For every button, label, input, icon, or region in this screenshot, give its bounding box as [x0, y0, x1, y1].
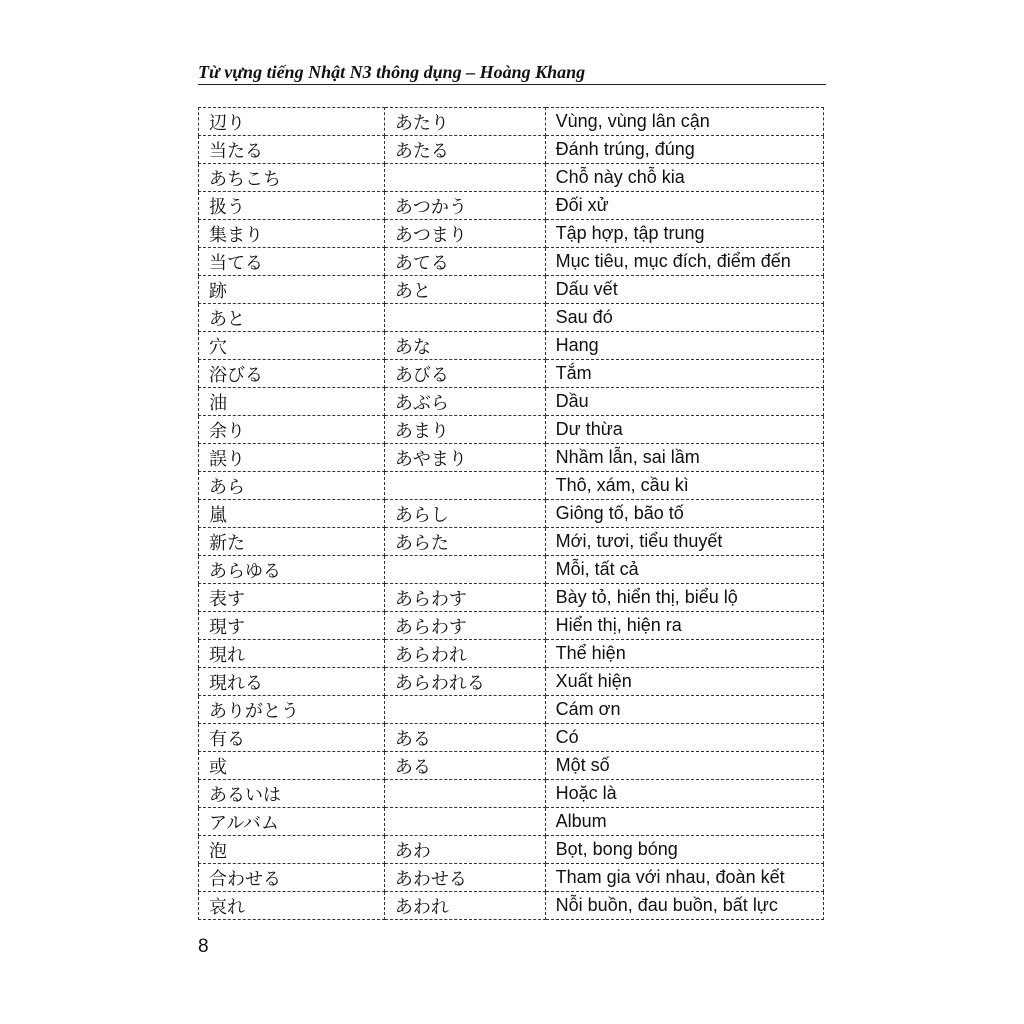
- vocab-meaning-cell: Nỗi buồn, đau buồn, bất lực: [545, 892, 823, 920]
- vocab-word-cell: 余り: [199, 416, 385, 444]
- vocab-reading-cell: [384, 780, 545, 808]
- vocabulary-table: [198, 107, 824, 920]
- vocab-reading-cell: あな: [384, 332, 545, 360]
- vocab-reading-cell: あらわす: [384, 584, 545, 612]
- vocab-word-cell: あちこち: [199, 164, 385, 192]
- vocab-word-cell: 扱う: [199, 192, 385, 220]
- vocab-reading-cell: あやまり: [384, 444, 545, 472]
- table-row: [199, 108, 824, 136]
- vocab-reading-cell: あつまり: [384, 220, 545, 248]
- vocab-meaning-cell: Dấu vết: [545, 276, 823, 304]
- vocab-meaning-cell: Bọt, bong bóng: [545, 836, 823, 864]
- page-header: [198, 60, 826, 85]
- vocab-meaning-cell: Hang: [545, 332, 823, 360]
- vocab-word-cell: 表す: [199, 584, 385, 612]
- vocab-word-cell: あら: [199, 472, 385, 500]
- vocab-meaning-cell: Xuất hiện: [545, 668, 823, 696]
- table-row: [199, 724, 824, 752]
- table-row: [199, 892, 824, 920]
- vocab-reading-cell: あらわれる: [384, 668, 545, 696]
- vocab-meaning-cell: Mục tiêu, mục đích, điểm đến: [545, 248, 823, 276]
- vocab-meaning-cell: Chỗ này chỗ kia: [545, 164, 823, 192]
- vocab-word-cell: 集まり: [199, 220, 385, 248]
- table-row: [199, 276, 824, 304]
- vocab-word-cell: 当てる: [199, 248, 385, 276]
- table-row: [199, 472, 824, 500]
- table-row: [199, 248, 824, 276]
- vocab-word-cell: 誤り: [199, 444, 385, 472]
- vocab-word-cell: 油: [199, 388, 385, 416]
- vocab-word-cell: あらゆる: [199, 556, 385, 584]
- page-number: 8: [198, 936, 209, 957]
- vocab-reading-cell: あつかう: [384, 192, 545, 220]
- table-row: [199, 136, 824, 164]
- vocabulary-table-body: [199, 108, 824, 920]
- table-row: [199, 752, 824, 780]
- table-row: [199, 640, 824, 668]
- vocab-meaning-cell: Tập hợp, tập trung: [545, 220, 823, 248]
- vocab-word-cell: 現れ: [199, 640, 385, 668]
- vocab-reading-cell: [384, 472, 545, 500]
- table-row: [199, 388, 824, 416]
- vocab-meaning-cell: Hiển thị, hiện ra: [545, 612, 823, 640]
- table-row: [199, 556, 824, 584]
- vocab-reading-cell: あたる: [384, 136, 545, 164]
- vocab-reading-cell: あわ: [384, 836, 545, 864]
- vocab-reading-cell: あと: [384, 276, 545, 304]
- table-row: [199, 780, 824, 808]
- vocab-reading-cell: [384, 696, 545, 724]
- vocab-meaning-cell: Giông tố, bão tố: [545, 500, 823, 528]
- vocab-reading-cell: ある: [384, 752, 545, 780]
- table-row: [199, 836, 824, 864]
- vocab-meaning-cell: Tham gia với nhau, đoàn kết: [545, 864, 823, 892]
- vocab-meaning-cell: Bày tỏ, hiển thị, biểu lộ: [545, 584, 823, 612]
- vocab-word-cell: 現す: [199, 612, 385, 640]
- vocab-meaning-cell: Mỗi, tất cả: [545, 556, 823, 584]
- table-row: [199, 528, 824, 556]
- vocab-reading-cell: [384, 164, 545, 192]
- vocab-reading-cell: あたり: [384, 108, 545, 136]
- vocab-meaning-cell: Thể hiện: [545, 640, 823, 668]
- vocab-reading-cell: あわせる: [384, 864, 545, 892]
- vocab-meaning-cell: Dư thừa: [545, 416, 823, 444]
- vocab-meaning-cell: Tắm: [545, 360, 823, 388]
- vocab-meaning-cell: Dầu: [545, 388, 823, 416]
- table-row: [199, 668, 824, 696]
- table-row: [199, 416, 824, 444]
- vocab-reading-cell: あらし: [384, 500, 545, 528]
- vocab-word-cell: 嵐: [199, 500, 385, 528]
- table-row: [199, 192, 824, 220]
- vocab-word-cell: 辺り: [199, 108, 385, 136]
- vocab-meaning-cell: Đánh trúng, đúng: [545, 136, 823, 164]
- vocab-word-cell: 跡: [199, 276, 385, 304]
- table-row: [199, 444, 824, 472]
- table-row: [199, 304, 824, 332]
- vocab-word-cell: 新た: [199, 528, 385, 556]
- vocab-meaning-cell: Đối xử: [545, 192, 823, 220]
- vocab-word-cell: 哀れ: [199, 892, 385, 920]
- vocab-word-cell: 浴びる: [199, 360, 385, 388]
- table-row: [199, 584, 824, 612]
- vocab-reading-cell: ある: [384, 724, 545, 752]
- vocab-word-cell: 合わせる: [199, 864, 385, 892]
- vocab-word-cell: 或: [199, 752, 385, 780]
- header-title: Từ vựng tiếng Nhật N3 thông dụng – Hoàng Khang: [198, 62, 586, 82]
- vocab-reading-cell: あわれ: [384, 892, 545, 920]
- table-row: [199, 696, 824, 724]
- table-row: [199, 500, 824, 528]
- vocab-meaning-cell: Vùng, vùng lân cận: [545, 108, 823, 136]
- vocab-meaning-cell: Nhầm lẫn, sai lầm: [545, 444, 823, 472]
- vocab-meaning-cell: Thô, xám, cầu kì: [545, 472, 823, 500]
- vocab-meaning-cell: Cám ơn: [545, 696, 823, 724]
- vocab-reading-cell: あまり: [384, 416, 545, 444]
- vocab-meaning-cell: Một số: [545, 752, 823, 780]
- vocab-reading-cell: あぶら: [384, 388, 545, 416]
- vocab-reading-cell: あらた: [384, 528, 545, 556]
- table-row: [199, 332, 824, 360]
- vocab-reading-cell: [384, 808, 545, 836]
- table-row: [199, 808, 824, 836]
- table-row: [199, 220, 824, 248]
- vocab-reading-cell: あびる: [384, 360, 545, 388]
- table-row: [199, 360, 824, 388]
- vocab-word-cell: ありがとう: [199, 696, 385, 724]
- vocab-reading-cell: あらわれ: [384, 640, 545, 668]
- vocab-reading-cell: [384, 304, 545, 332]
- vocab-reading-cell: あらわす: [384, 612, 545, 640]
- vocab-meaning-cell: Mới, tươi, tiểu thuyết: [545, 528, 823, 556]
- vocab-meaning-cell: Album: [545, 808, 823, 836]
- vocab-meaning-cell: Có: [545, 724, 823, 752]
- table-row: [199, 612, 824, 640]
- table-row: [199, 864, 824, 892]
- vocab-word-cell: 有る: [199, 724, 385, 752]
- vocab-word-cell: アルバム: [199, 808, 385, 836]
- vocab-word-cell: 穴: [199, 332, 385, 360]
- vocab-reading-cell: [384, 556, 545, 584]
- table-row: [199, 164, 824, 192]
- vocab-meaning-cell: Hoặc là: [545, 780, 823, 808]
- vocab-word-cell: 泡: [199, 836, 385, 864]
- vocab-word-cell: 現れる: [199, 668, 385, 696]
- vocab-word-cell: 当たる: [199, 136, 385, 164]
- vocab-meaning-cell: Sau đó: [545, 304, 823, 332]
- vocab-reading-cell: あてる: [384, 248, 545, 276]
- vocab-word-cell: あるいは: [199, 780, 385, 808]
- vocab-word-cell: あと: [199, 304, 385, 332]
